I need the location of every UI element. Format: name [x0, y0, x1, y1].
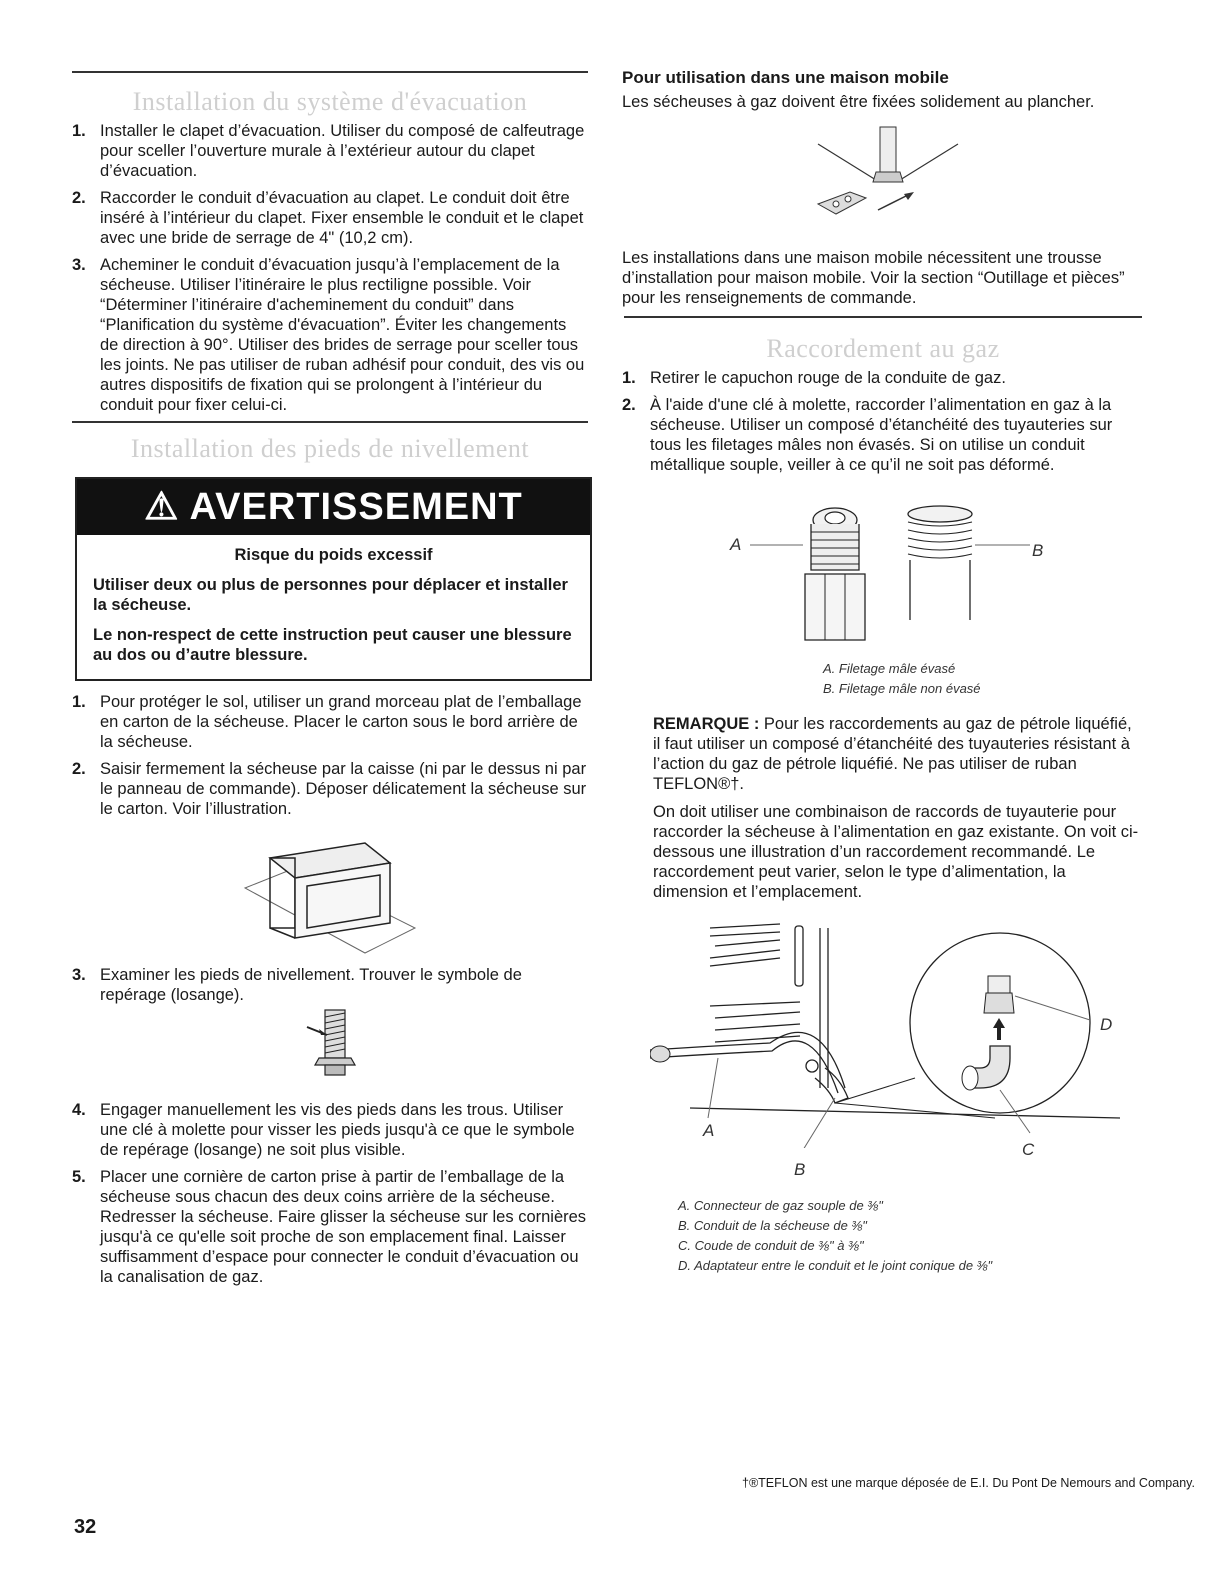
- fitting-caption: B. Filetage mâle non évasé: [823, 681, 981, 696]
- connection-label-d: D: [1100, 1015, 1113, 1034]
- connection-label-a: A: [703, 1121, 715, 1140]
- list-item: 1. Retirer le capuchon rouge de la conduite de gaz.: [622, 369, 1006, 387]
- fitting-label-a: A: [730, 535, 742, 554]
- warning-header: ⚠ AVERTISSEMENT: [77, 479, 590, 535]
- section-title-gas-connection: Raccordement au gaz: [766, 334, 1000, 363]
- list-item: 2. Saisir fermement la sécheuse par la caisse (ni par le dessus ni par le panneau de commande). Déposer délicatement la sécheuse sur le carton. Voir l’illustration.: [72, 760, 587, 818]
- note-label: REMARQUE :: [653, 715, 760, 733]
- warning-subtitle: Risque du poids excessif: [234, 546, 433, 564]
- teflon-footnote: †®TEFLON est une marque déposée de E.I. Du Pont De Nemours and Company.: [742, 1476, 1195, 1490]
- leveling-steps-list: [72, 692, 588, 826]
- list-item: 2. Raccorder le conduit d’évacuation au clapet. Le conduit doit être inséré à l’intérieur du clapet. Fixer ensemble le conduit et le clapet avec une bride de serrage de 4" (10,2 cm).: [72, 189, 584, 247]
- section-title-exhaust: Installation du système d'évacuation: [132, 87, 528, 116]
- connection-caption: B. Conduit de la sécheuse de ⅜": [678, 1218, 867, 1233]
- list-item: 2. À l'aide d'une clé à molette, raccorder l’alimentation en gaz à la sécheuse. Utiliser un composé d’étanchéité des tuyauteries sur tous les filetages mâles non évasés. Si on utilise un conduit métallique souple, veiller à ce qu’il ne soit pas déformé.: [622, 396, 1113, 474]
- list-item: 3. Acheminer le conduit d’évacuation jusqu’à l’emplacement de la sécheuse. Utiliser l’itinéraire le plus rectiligne possible. Voir “Déterminer l’itinéraire d'acheminement du conduit” dans “Planification du système d'évacuation”. Éviter les changements de direction à 90°. Utiliser des brides de serrage pour sceller tous les joints. Ne pas utiliser de ruban adhésif pour conduit, des vis ou autres dispositifs de fixation qui se prolongent à l’intérieur du conduit pour fixer celui-ci.: [72, 256, 585, 414]
- connection-label-c: C: [1022, 1140, 1035, 1159]
- connection-caption: D. Adaptateur entre le conduit et le joint conique de ⅜": [678, 1258, 993, 1273]
- section-divider: [72, 71, 588, 73]
- section-divider: [624, 316, 1142, 318]
- connection-caption: C. Coude de conduit de ⅜" à ⅜": [678, 1238, 864, 1253]
- gas-connection-illustration: [650, 918, 1130, 1148]
- section-divider: [72, 421, 588, 423]
- floor-bracket-illustration: [808, 122, 968, 232]
- mobile-home-heading: Pour utilisation dans une maison mobile: [622, 68, 949, 87]
- list-item: 1. Pour protéger le sol, utiliser un grand morceau plat de l’emballage en carton de la sécheuse. Placer le carton sous le bord arrière de la sécheuse.: [72, 693, 582, 751]
- fitting-caption: A. Filetage mâle évasé: [823, 661, 956, 676]
- pipe-fittings-illustration: [745, 500, 1045, 650]
- list-item: 3. Examiner les pieds de nivellement. Trouver le symbole de repérage (losange).: [72, 966, 522, 1004]
- list-item: 5. Placer une cornière de carton prise à partir de l’emballage de la sécheuse sous chacun des deux coins arrière de la sécheuse. Redresser la sécheuse. Faire glisser la sécheuse sur les cornières jusqu'à ce qu'elle soit proche de son emplacement final. Laisser suffisamment d’espace pour connecter le conduit d’évacuation ou la canalisation de gaz.: [72, 1168, 587, 1286]
- fitting-label-b: B: [1032, 541, 1044, 560]
- section-title-leveling-legs: Installation des pieds de nivellement: [130, 434, 530, 463]
- list-item: 4. Engager manuellement les vis des pieds dans les trous. Utiliser une clé à molette pour visser les pieds jusqu'à ce que le symbole de repérage (losange) ne soit plus visible.: [72, 1101, 575, 1159]
- warning-line: Utiliser deux ou plus de personnes pour déplacer et installer la sécheuse.: [93, 576, 568, 614]
- mobile-home-text: Les sécheuses à gaz doivent être fixées solidement au plancher.: [622, 93, 1095, 111]
- warning-box: [75, 477, 592, 681]
- leveling-leg-illustration: [305, 1005, 365, 1080]
- warning-triangle-icon: ⚠: [144, 486, 180, 528]
- exhaust-steps-list: [72, 121, 588, 422]
- connection-caption: A. Connecteur de gaz souple de ⅜": [678, 1198, 883, 1213]
- warning-line: Le non-respect de cette instruction peut causer une blessure au dos ou d’autre blessure.: [93, 626, 572, 664]
- note-paragraph: REMARQUE : Pour les raccordements au gaz de pétrole liquéfié, il faut utiliser un composé d’étanchéité des tuyauteries résistant à l’action du gaz de pétrole liquéfié. Ne pas utiliser de ruban TEFLON®†.: [653, 715, 1132, 793]
- page-number: 32: [74, 1516, 97, 1538]
- mobile-home-kit-text: Les installations dans une maison mobile nécessitent une trousse d’installation pour maison mobile. Voir la section “Outillage et pièces” pour les renseignements de commande.: [622, 249, 1125, 307]
- dryer-on-carton-illustration: [235, 828, 425, 958]
- combination-paragraph: On doit utiliser une combinaison de raccords de tuyauterie pour raccorder la sécheuse à l’alimentation en gaz existante. On voit ci-dessous une illustration d’un raccordement recommandé. Le raccordement peut varier, selon le type d’alimentation, la dimension et l’emplacement.: [653, 803, 1139, 901]
- connection-label-b: B: [794, 1160, 806, 1179]
- leveling-steps-list: [72, 1100, 588, 1294]
- list-item: 1. Installer le clapet d’évacuation. Utiliser du composé de calfeutrage pour sceller l’ouverture murale à l’extérieur autour du clapet d’évacuation.: [72, 122, 585, 180]
- gas-steps-list: [622, 368, 1144, 482]
